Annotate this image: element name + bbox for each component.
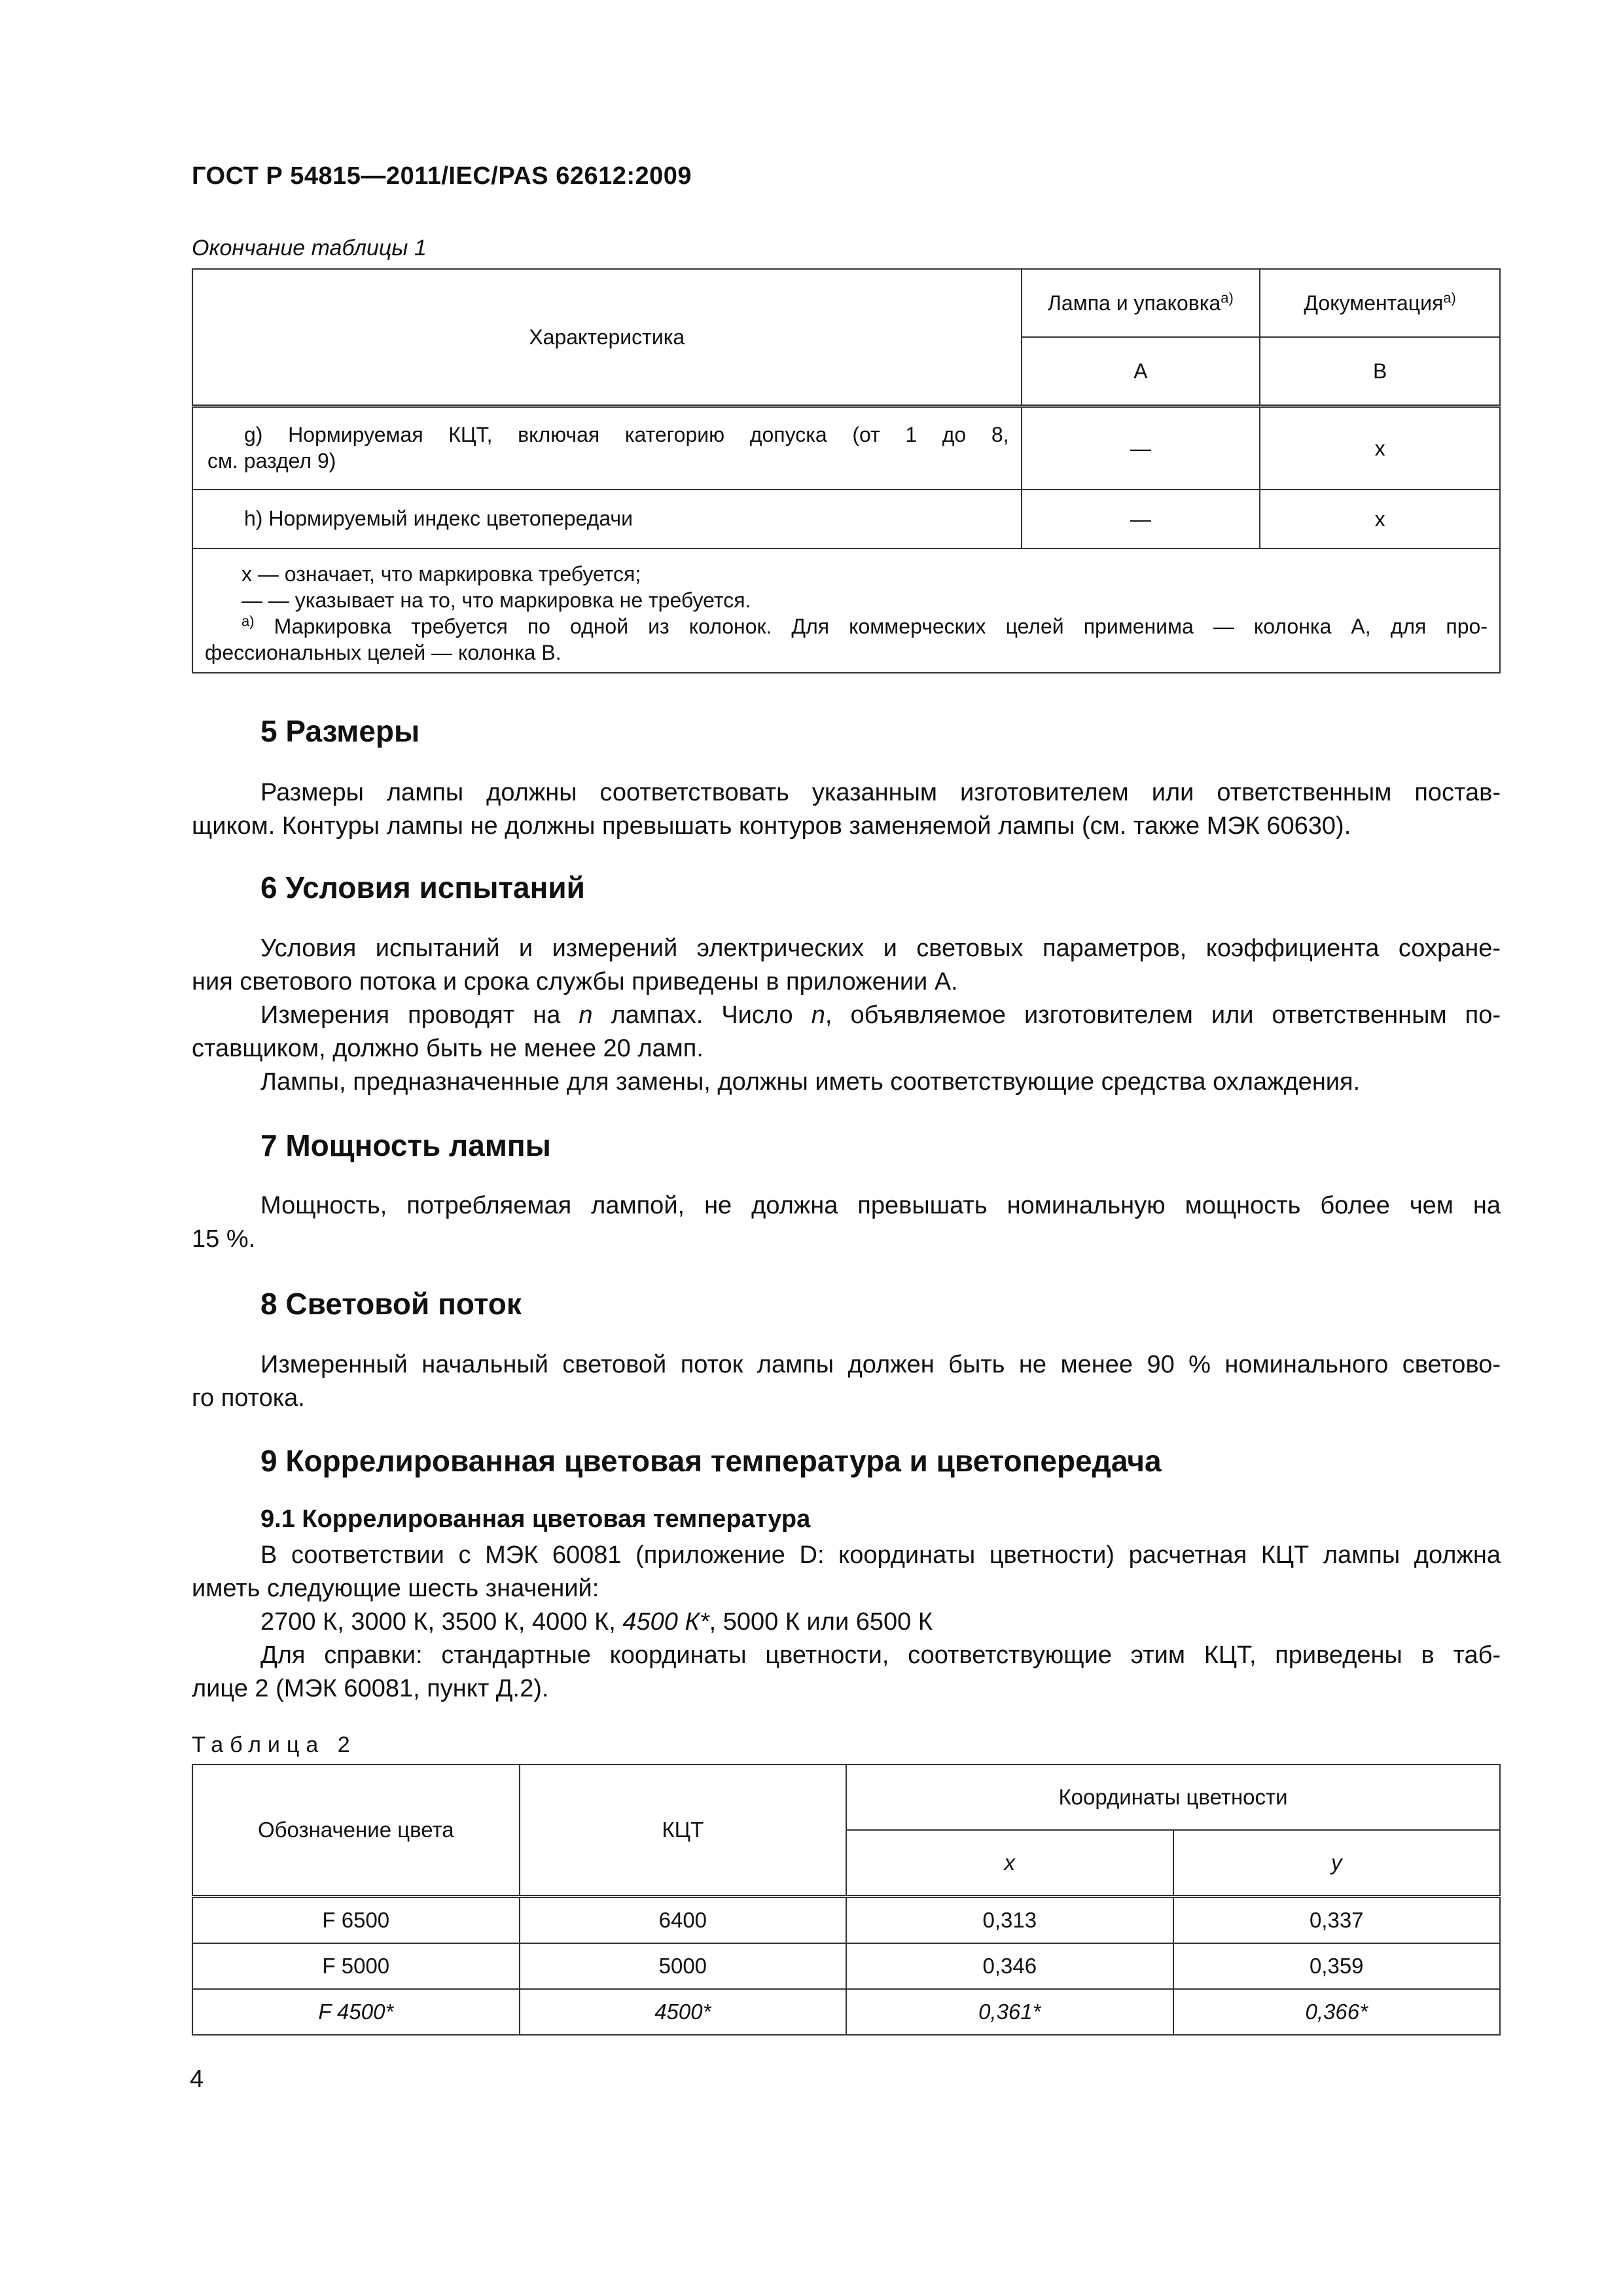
col-header-y: y bbox=[1173, 1830, 1500, 1897]
cell-x: 0,313 bbox=[846, 1897, 1173, 1944]
section-6-title: 6 Условия испытаний bbox=[260, 870, 585, 905]
cell-a: — bbox=[1022, 490, 1260, 548]
table-2 bbox=[192, 1764, 1501, 2036]
col-header-color: Обозначение цвета bbox=[192, 1765, 520, 1897]
cell-color: F 6500 bbox=[192, 1897, 520, 1944]
cell-x: 0,361* bbox=[846, 1989, 1173, 2035]
section-5-title: 5 Размеры bbox=[260, 714, 420, 748]
subsection-9-1-title: 9.1 Коррелированная цветовая температура bbox=[260, 1505, 811, 1533]
table-row bbox=[192, 1989, 1500, 2035]
page-number: 4 bbox=[190, 2066, 204, 2093]
col-header-documentation: Документация$^{a)}$ bbox=[1260, 269, 1500, 337]
cell-color: F 4500* bbox=[192, 1989, 520, 2035]
col-header-cct: КЦТ bbox=[520, 1765, 846, 1897]
section-6-paragraph-3: Лампы, предназначенные для замены, должны иметь соответствующие средства охлаждения. bbox=[260, 1068, 1361, 1096]
cell-color: F 5000 bbox=[192, 1943, 520, 1989]
table-row bbox=[192, 1943, 1500, 1989]
cell-b: x bbox=[1260, 490, 1500, 548]
section-8-paragraph: Измеренный начальный световой поток лампы должен быть не менее 90 % номинального светово- го потока. bbox=[192, 1351, 1501, 1412]
section-9-title: 9 Коррелированная цветовая температура и цветопередача bbox=[260, 1444, 1162, 1478]
cell-a: — bbox=[1022, 406, 1260, 490]
section-9-paragraph-3: Для справки: стандартные координаты цветности, соответствующие этим КЦТ, приведены в таб- лице 2 (МЭК 60081, пункт Д.2). bbox=[192, 1641, 1501, 1702]
section-7-title: 7 Мощность лампы bbox=[260, 1128, 551, 1162]
section-8-title: 8 Световой поток bbox=[260, 1287, 522, 1321]
cell-x: 0,346 bbox=[846, 1943, 1173, 1989]
section-9-paragraph-1: В соответствии с МЭК 60081 (приложение D: координаты цветности) расчетная КЦТ лампы должна иметь следующие шесть значений: bbox=[192, 1541, 1501, 1602]
cell-cct: 4500* bbox=[520, 1989, 846, 2035]
section-6-paragraph-2: Измерения проводят на n лампах. Число n, объявляемое изготовителем или ответственным по- ставщиком, должно быть не менее 20 ламп. bbox=[192, 1001, 1501, 1062]
cell-y: 0,359 bbox=[1173, 1943, 1500, 1989]
table1-caption: Окончание таблицы 1 bbox=[192, 236, 427, 260]
col-header-a: A bbox=[1022, 337, 1260, 406]
row-label: g) Нормируемая КЦТ, включая категорию допуска (от 1 до 8, см. раздел 9) bbox=[192, 406, 1022, 490]
note-1: x — означает, что маркировка требуется; bbox=[241, 562, 641, 586]
col-header-b: B bbox=[1260, 337, 1500, 406]
section-9-cct-values: 2700 К, 3000 К, 3500 К, 4000 К, 4500 К*, 5000 К или 6500 К bbox=[260, 1608, 933, 1636]
cell-y: 0,366* bbox=[1173, 1989, 1500, 2035]
cell-cct: 6400 bbox=[520, 1897, 846, 1944]
col-header-characteristic: Характеристика bbox=[192, 269, 1022, 406]
col-header-x: x bbox=[846, 1830, 1173, 1897]
section-5-paragraph: Размеры лампы должны соответствовать указанным изготовителем или ответственным постав- щиком. Контуры лампы не должны превышать контуров заменяемой лампы (см. также МЭК 60630). bbox=[192, 779, 1501, 840]
document-header: ГОСТ Р 54815—2011/IEC/PAS 62612:2009 bbox=[192, 162, 692, 190]
table-row bbox=[192, 1897, 1500, 1944]
col-header-lamp: Лампа и упаковка$^{a)}$ bbox=[1022, 269, 1260, 337]
note-3: $^{a)}$ Маркировка требуется по одной из колонок. Для коммерческих целей применима — колонка А, для про- bbox=[241, 613, 1488, 638]
table-row bbox=[192, 406, 1500, 490]
section-6-paragraph-1: Условия испытаний и измерений электрических и световых параметров, коэффициента сохране- ния светового потока и срока службы приведены в приложении А. bbox=[192, 935, 1501, 996]
cell-cct: 5000 bbox=[520, 1943, 846, 1989]
col-header-coordinates: Координаты цветности bbox=[846, 1765, 1500, 1830]
cell-y: 0,337 bbox=[1173, 1897, 1500, 1944]
note-3-cont: фессиональных целей — колонка В. bbox=[205, 641, 562, 664]
table-1 bbox=[192, 268, 1501, 673]
table-notes-row bbox=[192, 548, 1500, 673]
table2-caption: Таблица 2 bbox=[192, 1732, 357, 1757]
table-notes bbox=[192, 548, 1500, 673]
note-2: — — указывает на то, что маркировка не требуется. bbox=[241, 588, 751, 612]
row-label: h) Нормируемый индекс цветопередачи bbox=[192, 490, 1022, 548]
cell-b: x bbox=[1260, 406, 1500, 490]
table-row bbox=[192, 490, 1500, 548]
section-7-paragraph: Мощность, потребляемая лампой, не должна превышать номинальную мощность более чем на 15 %. bbox=[192, 1192, 1501, 1253]
